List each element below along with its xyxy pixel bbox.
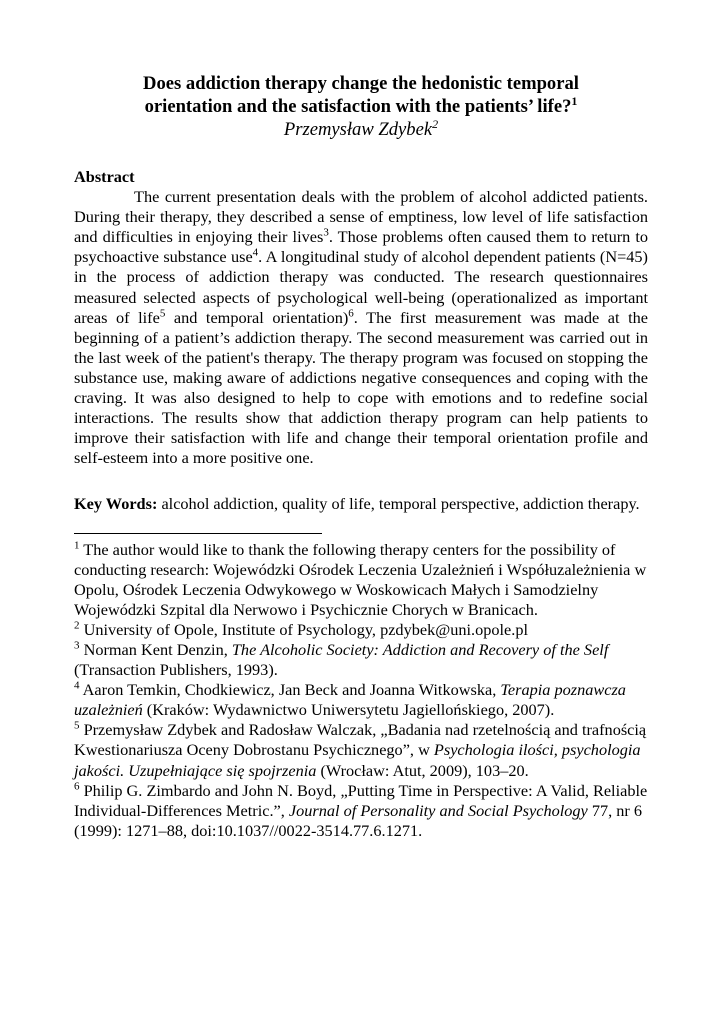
footnote-divider xyxy=(74,533,322,534)
keywords-label: Key Words: xyxy=(74,494,158,514)
footnote-2-text: University of Opole, Institute of Psychology, pzdybek@uni.opole.pl xyxy=(79,619,528,639)
footnote-ref-4[interactable]: 4 xyxy=(252,246,259,259)
keywords xyxy=(74,494,648,514)
footnote-3 xyxy=(74,640,648,680)
footnote-1-text: The author would like to thank the following therapy centers for the possibility of conducting research: Wojewódzki Ośrodek Leczenia Uzależnień i Współuzależnienia w Opolu, Ośrodek Leczenia Odwykowego w Woskowicach Małych i Samodzielny Wojewódzki Szpital dla Nerwowo i Psychicznie Chorych w Branicach. xyxy=(74,539,647,619)
footnote-5-text-a: Przemysław Zdybek and Radosław Walczak, „Badania nad rzetelnością and trafnością Kwestionariusza Oceny Dobrostanu Psychicznego”, w xyxy=(74,720,647,760)
abstract-body xyxy=(74,187,648,468)
paper-title xyxy=(74,72,648,118)
footnote-6 xyxy=(74,781,648,841)
footnote-4-number: 4 xyxy=(74,679,80,692)
abstract-text-3: . A longitudinal study of alcohol dependent patients (N=45) in the process of addiction therapy was conducted. The research questionnaires measured selected aspects of psychological well-being (operationalized as important areas of life xyxy=(74,247,648,327)
title-footnote-ref[interactable]: 1 xyxy=(571,93,578,108)
footnotes xyxy=(74,540,648,841)
footnote-4 xyxy=(74,680,648,720)
footnote-4-text-a: Aaron Temkin, Chodkiewicz, Jan Beck and Joanna Witkowska, xyxy=(79,680,501,700)
footnote-5-number: 5 xyxy=(74,719,80,732)
footnote-6-number: 6 xyxy=(74,780,80,793)
footnote-4-text-b: (Kraków: Wydawnictwo Uniwersytetu Jagiellońskiego, 2007). xyxy=(142,700,555,720)
author-name: Przemysław Zdybek xyxy=(283,119,433,140)
footnote-2-number: 2 xyxy=(74,619,80,632)
footnote-5 xyxy=(74,720,648,780)
abstract-text-4: and temporal orientation) xyxy=(165,307,349,327)
author-line xyxy=(74,118,648,141)
author-footnote-ref[interactable]: 2 xyxy=(432,116,439,131)
footnote-3-number: 3 xyxy=(74,639,80,652)
footnote-ref-3[interactable]: 3 xyxy=(323,226,329,239)
footnote-ref-5[interactable]: 5 xyxy=(159,307,166,320)
footnote-5-title: Psychologia ilości, psychologia jakości. Uzupełniające się spojrzenia xyxy=(74,740,641,780)
footnote-1-number: 1 xyxy=(74,539,80,552)
footnote-1 xyxy=(74,540,648,620)
footnote-3-text-a: Norman Kent Denzin, xyxy=(79,639,232,659)
footnote-3-title: The Alcoholic Society: Addiction and Recovery of the Self xyxy=(231,639,609,659)
abstract-text-5: . The first measurement was made at the beginning of a patient’s addiction therapy. The second measurement was carried out in the last week of the patient's therapy. The therapy program was focused on stopping the substance use, making aware of addictions negative consequences and coping with the craving. It was also designed to help to cope with emotions and to redefine social interactions. The results show that addiction therapy program can help patients to improve their satisfaction with life and change their temporal orientation profile and self-esteem into a more positive one. xyxy=(74,307,648,468)
abstract-text-2: . Those problems often caused them to return to psychoactive substance use xyxy=(74,227,649,267)
footnote-2 xyxy=(74,620,648,640)
footnote-4-title: Terapia poznawcza uzależnień xyxy=(74,680,626,720)
abstract-heading: Abstract xyxy=(74,167,135,186)
abstract-text-1: The current presentation deals with the problem of alcohol addicted patients. During their therapy, they described a sense of emptiness, low level of life satisfaction and difficulties in enjoying their lives xyxy=(74,187,648,247)
footnote-6-title: Journal of Personality and Social Psychology xyxy=(288,800,588,820)
title-line-1: Does addiction therapy change the hedonistic temporal xyxy=(143,73,579,94)
keywords-text: alcohol addiction, quality of life, temporal perspective, addiction therapy. xyxy=(157,494,640,514)
footnote-3-text-b: (Transaction Publishers, 1993). xyxy=(74,660,278,680)
footnote-5-text-b: (Wrocław: Atut, 2009), 103–20. xyxy=(316,760,529,780)
footnote-6-text-a: Philip G. Zimbardo and John N. Boyd, „Putting Time in Perspective: A Valid, Reliable Individual-Differences Metric.”, xyxy=(74,780,648,820)
title-line-2: orientation and the satisfaction with the patients’ life? xyxy=(144,96,572,117)
footnote-ref-6[interactable]: 6 xyxy=(348,307,354,320)
footnote-6-text-b: 77, nr 6 (1999): 1271–88, doi:10.1037//0022-3514.77.6.1271. xyxy=(74,800,643,840)
